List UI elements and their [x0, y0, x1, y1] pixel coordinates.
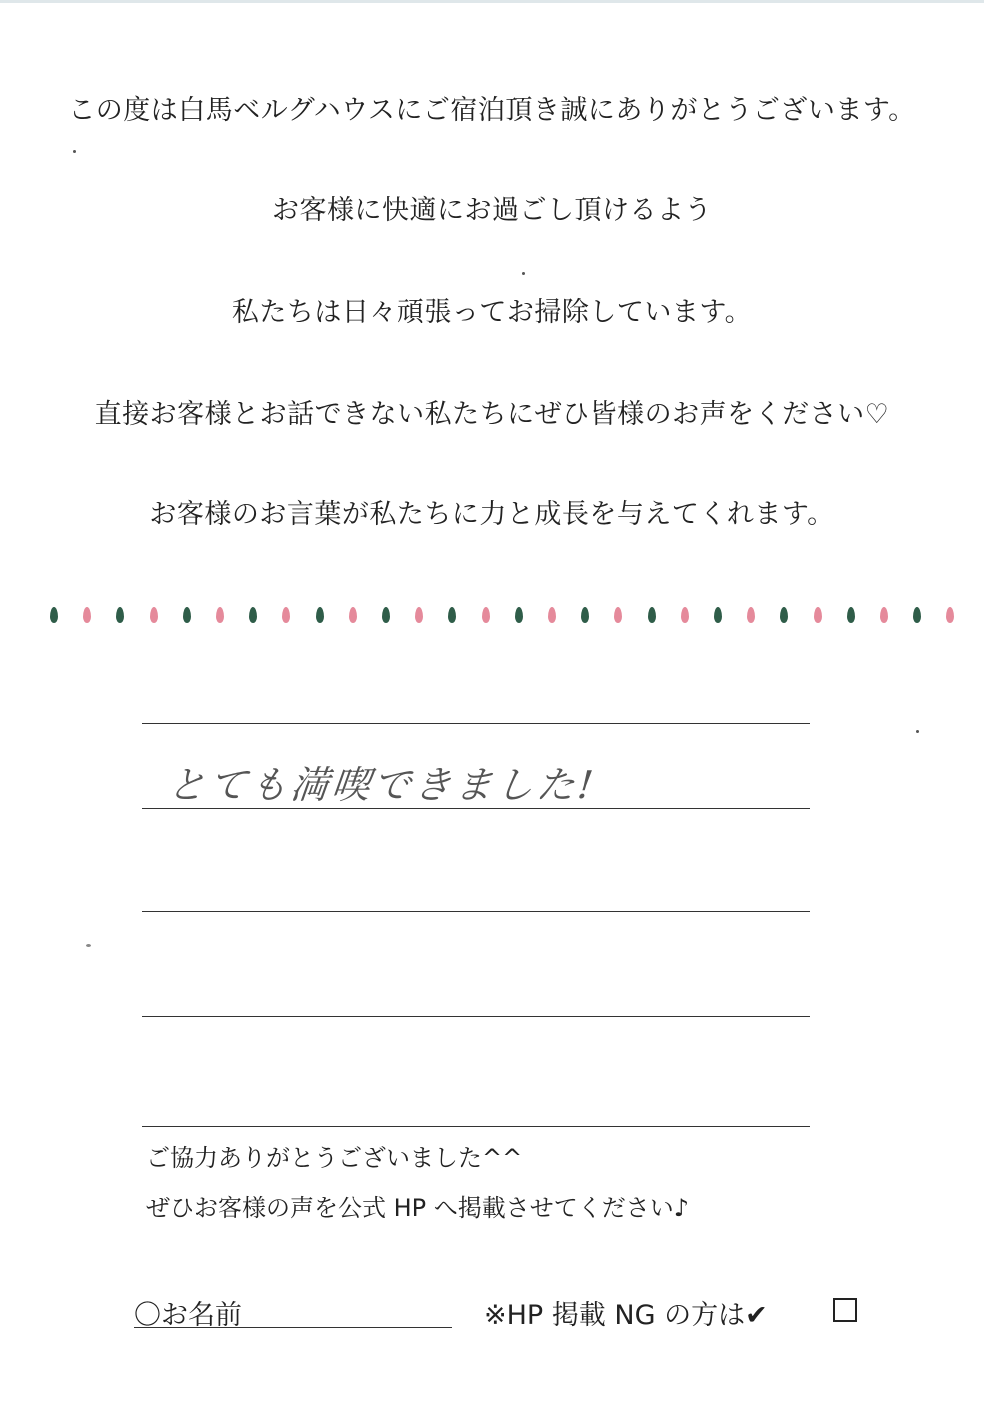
decorative-drop — [814, 607, 822, 623]
decorative-drop — [349, 607, 357, 623]
hp-ng-label: ※HP 掲載 NG の方は✔ — [484, 1300, 768, 1331]
decorative-drop — [382, 607, 390, 623]
scan-speck — [86, 944, 91, 947]
decorative-drop — [780, 607, 788, 623]
decorative-drop — [681, 607, 689, 623]
decorative-drop — [847, 607, 855, 623]
decorative-drop — [150, 607, 158, 623]
decorative-drop — [83, 607, 91, 623]
scan-top-edge — [0, 0, 984, 3]
decorative-drop — [482, 607, 490, 623]
decorative-drop — [282, 607, 290, 623]
name-field[interactable] — [134, 1327, 452, 1328]
comment-line-4 — [142, 1016, 810, 1017]
scan-speck — [916, 730, 919, 733]
intro-line-1: この度は白馬ベルグハウスにご宿泊頂き誠にありがとうございます。 — [68, 95, 916, 126]
publish-request-text: ぜひお客様の声を公式 HP へ掲載させてください♪ — [146, 1194, 690, 1222]
decorative-drop — [648, 607, 656, 623]
decorative-drop — [548, 607, 556, 623]
hp-ng-checkbox[interactable] — [833, 1298, 857, 1322]
decorative-drop — [183, 607, 191, 623]
decorative-drop — [216, 607, 224, 623]
decorative-drop — [448, 607, 456, 623]
scan-speck — [73, 150, 76, 153]
decorative-drop — [116, 607, 124, 623]
decorative-drop — [747, 607, 755, 623]
comment-line-3 — [142, 911, 810, 912]
comment-line-2 — [142, 808, 810, 809]
decorative-dot-border — [50, 603, 960, 629]
intro-line-2: お客様に快適にお過ごし頂けるよう — [272, 195, 712, 226]
intro-line-3: 私たちは日々頑張ってお掃除しています。 — [231, 297, 753, 328]
decorative-drop — [515, 607, 523, 623]
decorative-drop — [249, 607, 257, 623]
decorative-drop — [50, 607, 58, 623]
intro-line-4: 直接お客様とお話できない私たちにぜひ皆様のお声をください♡ — [94, 399, 890, 430]
handwritten-comment: とても満喫できました! — [165, 763, 599, 807]
decorative-drop — [946, 607, 954, 623]
intro-line-5: お客様のお言葉が私たちに力と成長を与えてくれます。 — [149, 499, 835, 530]
scan-speck — [522, 272, 525, 275]
decorative-drop — [714, 607, 722, 623]
thanks-text: ご協力ありがとうございました^^ — [146, 1144, 523, 1172]
decorative-drop — [880, 607, 888, 623]
comment-line-5 — [142, 1126, 810, 1127]
decorative-drop — [316, 607, 324, 623]
comment-line-1 — [142, 723, 810, 724]
name-label: 〇お名前 — [134, 1300, 242, 1331]
decorative-drop — [614, 607, 622, 623]
decorative-drop — [581, 607, 589, 623]
decorative-drop — [415, 607, 423, 623]
decorative-drop — [913, 607, 921, 623]
